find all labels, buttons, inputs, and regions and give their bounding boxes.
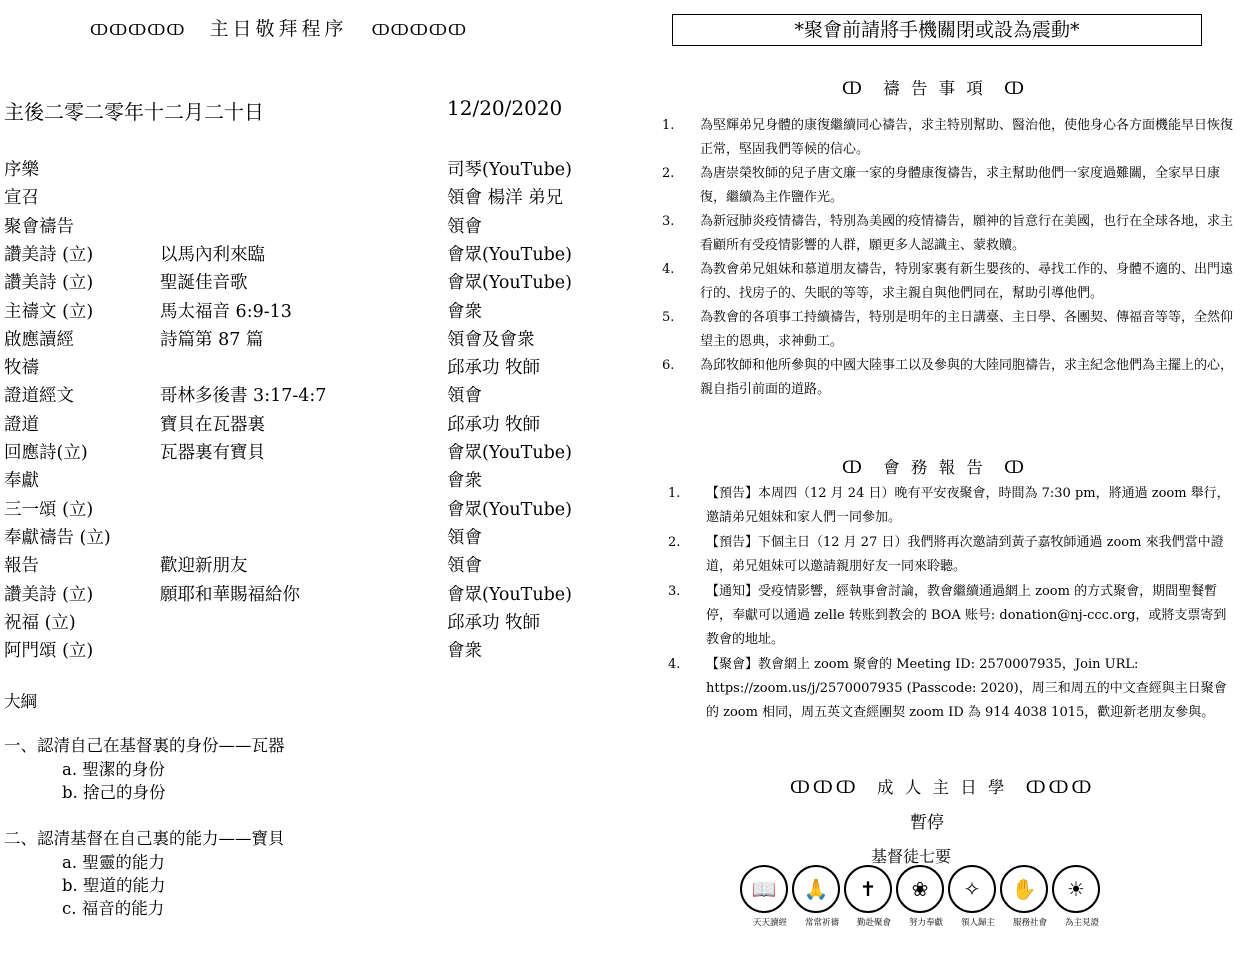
- list-item: [662, 210, 1237, 258]
- list-number: 2.: [662, 166, 675, 181]
- service-item: 報告: [4, 556, 39, 577]
- outline-title: 大綱: [4, 692, 37, 711]
- service-leader: 司琴(YouTube): [447, 160, 572, 180]
- service-leader: 領會 楊洋 弟兄: [447, 188, 564, 209]
- ornament-left: ↀ: [842, 79, 865, 98]
- service-detail: 馬太福音 6:9-13: [160, 301, 292, 322]
- service-detail: 以馬內利來臨: [160, 244, 265, 265]
- list-text: 為堅輝弟兄身體的康復繼續同心禱告，求主特別幫助、醫治他，使他身心各方面機能早日恢復正常，堅固我們等候的信心。: [700, 118, 1234, 157]
- outline-point: b. 捨己的身份: [62, 783, 166, 802]
- service-leader: 邱承功 牧師: [447, 414, 541, 435]
- ornament-left: ↀ: [842, 458, 865, 477]
- list-number: 3.: [662, 214, 675, 229]
- date-chinese: 主後二零二零年十二月二十日: [4, 100, 264, 124]
- list-item: [662, 306, 1237, 354]
- service-leader: 會眾(YouTube): [447, 244, 572, 265]
- service-leader: 會眾(YouTube): [447, 273, 572, 294]
- service-item: 證道: [4, 414, 39, 435]
- ornament-right: ↀ: [1004, 79, 1028, 98]
- list-text: 為邱牧師和他所參與的中國大陸事工以及參與的大陸同胞禱告，求主紀念他們為主擺上的心，親自指引前面的道路。: [700, 358, 1234, 397]
- list-number: 1.: [668, 486, 681, 501]
- service-detail: 哥林多後書 3:17-4:7: [160, 386, 327, 407]
- service-item: 回應詩(立): [4, 443, 88, 463]
- service-leader: 領會及會衆: [447, 329, 535, 350]
- list-number: 4.: [662, 262, 675, 277]
- service-leader: 會衆: [447, 301, 482, 322]
- witness-icon: ☀: [1052, 865, 1100, 913]
- list-text: 【聚會】教會網上 zoom 聚會的 Meeting ID: 2570007935，Join URL: https://zoom.us/j/2570007935 (Passcode: 2020)，周三和周五的中文查經與主日聚會的 zoom 相同，周五英文查經團契 zoom ID 為 914 4038 1015，歡迎新老朋友參與。: [706, 657, 1227, 720]
- list-item: [662, 354, 1237, 402]
- ornament-right: ↀↀↀↀↀ: [371, 21, 468, 39]
- reading-bible-icon: 📖: [740, 865, 788, 913]
- outline-heading: 一、認清自己在基督裏的身份——瓦器: [4, 736, 285, 755]
- outline-heading: 二、認清基督在自己裏的能力——寶貝: [4, 829, 285, 848]
- list-number: 2.: [668, 535, 681, 550]
- sunday-school-status: 暫停: [910, 813, 944, 833]
- service-item: 祝福 (立): [4, 612, 76, 633]
- list-number: 3.: [668, 584, 681, 599]
- praying-icon: 🙏: [792, 865, 840, 913]
- service-detail: 瓦器裏有寶貝: [160, 443, 265, 463]
- service-leader: 邱承功 牧師: [447, 612, 541, 633]
- service-item: 讚美詩 (立): [4, 244, 94, 265]
- ornament-right: ↀↀↀ: [1025, 778, 1095, 797]
- list-number: 1.: [662, 118, 675, 133]
- ornament-left: ↀↀↀↀↀ: [90, 21, 186, 39]
- sunday-school-heading: [790, 774, 1094, 798]
- seven-label: 努力奉獻: [908, 918, 943, 928]
- service-detail: 詩篇第 87 篇: [160, 329, 264, 350]
- report-list: [668, 482, 1233, 726]
- service-item: 讚美詩 (立): [4, 584, 94, 605]
- service-leader: 領會: [447, 556, 482, 577]
- seven-label: 服務社會: [1012, 918, 1047, 928]
- prayer-title: 禱 告 事 項: [883, 79, 986, 98]
- list-item: [668, 580, 1233, 652]
- outline-point: c. 福音的能力: [62, 899, 165, 918]
- list-item: [662, 162, 1237, 210]
- list-text: 為唐崇榮牧師的兒子唐文廉一家的身體康復禱告，求主幫助他們一家度過難關，全家早日康復，繼續為主作鹽作光。: [700, 166, 1221, 205]
- service-item: 宣召: [4, 188, 39, 209]
- service-item: 牧禱: [4, 358, 39, 379]
- service-leader: 領會: [447, 216, 482, 237]
- seven-icons: [740, 865, 1100, 913]
- list-item: [662, 114, 1237, 162]
- list-item: [668, 531, 1233, 579]
- list-text: 為新冠肺炎疫情禱告，特別為美國的疫情禱告，願神的旨意行在美國，也行在全球各地，求主看顧所有受疫情影響的人群，願更多人認識主、蒙救贖。: [700, 214, 1234, 253]
- service-leader: 邱承功 牧師: [447, 358, 541, 379]
- serving-icon: ✋: [1000, 865, 1048, 913]
- service-item: 主禱文 (立): [4, 301, 94, 322]
- prayer-heading: [842, 75, 1027, 99]
- list-item: [668, 482, 1233, 530]
- ornament-left: ↀↀↀ: [790, 778, 859, 797]
- date-numeric: 12/20/2020: [447, 96, 563, 120]
- service-leader: 領會: [447, 386, 482, 407]
- gathering-icon: ✝: [844, 865, 892, 913]
- outline-point: a. 聖靈的能力: [62, 853, 165, 872]
- service-item: 序樂: [4, 160, 39, 180]
- sunday-school-title: 成 人 主 日 學: [876, 778, 1008, 797]
- service-leader: 會眾(YouTube): [447, 499, 572, 520]
- service-item: 聚會禱告: [4, 216, 74, 237]
- report-heading: [842, 454, 1027, 478]
- service-detail: 聖誕佳音歌: [160, 273, 248, 294]
- service-leader: 領會: [447, 527, 482, 548]
- seven-title: 基督徒七要: [871, 847, 952, 866]
- list-text: 為教會的各項事工持續禱告，特別是明年的主日講臺、主日學、各團契、傳福音等等，全然仰望主的恩典，求神動工。: [700, 310, 1234, 349]
- program-title: [90, 14, 467, 41]
- report-title: 會 務 報 告: [883, 458, 986, 477]
- service-leader: 會眾(YouTube): [447, 443, 572, 463]
- service-detail: 願耶和華賜福給你: [160, 584, 300, 605]
- service-detail: 歡迎新朋友: [160, 556, 248, 577]
- list-item: [662, 258, 1237, 306]
- service-item: 讚美詩 (立): [4, 273, 94, 294]
- service-item: 啟應讀經: [4, 329, 74, 350]
- seven-label: 勤赴聚會: [856, 918, 891, 928]
- leading-people-icon: ✧: [948, 865, 996, 913]
- service-item: 奉獻: [4, 471, 39, 492]
- service-item: 阿門頌 (立): [4, 641, 94, 662]
- offering-icon: ❀: [896, 865, 944, 913]
- list-number: 4.: [668, 657, 681, 672]
- program-title-text: 主日敬拜程序: [209, 18, 348, 40]
- seven-label: 常常祈禱: [804, 918, 839, 928]
- phone-notice: *聚會前請將手機關閉或設為震動*: [672, 14, 1202, 46]
- seven-labels: [744, 916, 1108, 928]
- seven-label: 為主見證: [1064, 918, 1099, 928]
- list-number: 5.: [662, 310, 675, 325]
- list-text: 【預告】本周四（12 月 24 日）晚有平安夜聚會，時間為 7:30 pm，將通過 zoom 舉行，邀請弟兄姐妹和家人們一同參加。: [706, 486, 1230, 525]
- prayer-list: [662, 114, 1237, 402]
- service-item: 三一頌 (立): [4, 499, 94, 520]
- list-item: [668, 653, 1233, 725]
- service-leader: 會衆: [447, 641, 482, 662]
- list-number: 6.: [662, 358, 675, 373]
- list-text: 為教會弟兄姐妹和慕道朋友禱告，特別家裏有新生嬰孩的、尋找工作的、身體不適的、出門遠行的、找房子的、失眠的等等，求主親自與他們同在，幫助引導他們。: [700, 262, 1234, 301]
- list-text: 【通知】受疫情影響，經執事會討論，教會繼續通過網上 zoom 的方式聚會，期間聖餐暫停，奉獻可以通過 zelle 转账到教会的 BOA 账号: donation@nj-ccc.org，或將支票寄到教會的地址。: [706, 584, 1227, 647]
- service-item: 奉獻禱告 (立): [4, 527, 111, 548]
- ornament-right: ↀ: [1004, 458, 1028, 477]
- service-detail: 寶貝在瓦器裏: [160, 414, 265, 435]
- seven-label: 天天讀經: [752, 918, 787, 928]
- service-leader: 會衆: [447, 471, 482, 492]
- service-leader: 會眾(YouTube): [447, 584, 572, 605]
- list-text: 【預告】下個主日（12 月 27 日）我們將再次邀請到黃子嘉牧師通過 zoom 來我們當中證道，弟兄姐妹可以邀請親朋好友一同來聆聽。: [706, 535, 1224, 574]
- seven-label: 領人歸主: [960, 918, 995, 928]
- outline-point: b. 聖道的能力: [62, 876, 166, 895]
- service-item: 證道經文: [4, 386, 74, 407]
- outline-point: a. 聖潔的身份: [62, 760, 165, 779]
